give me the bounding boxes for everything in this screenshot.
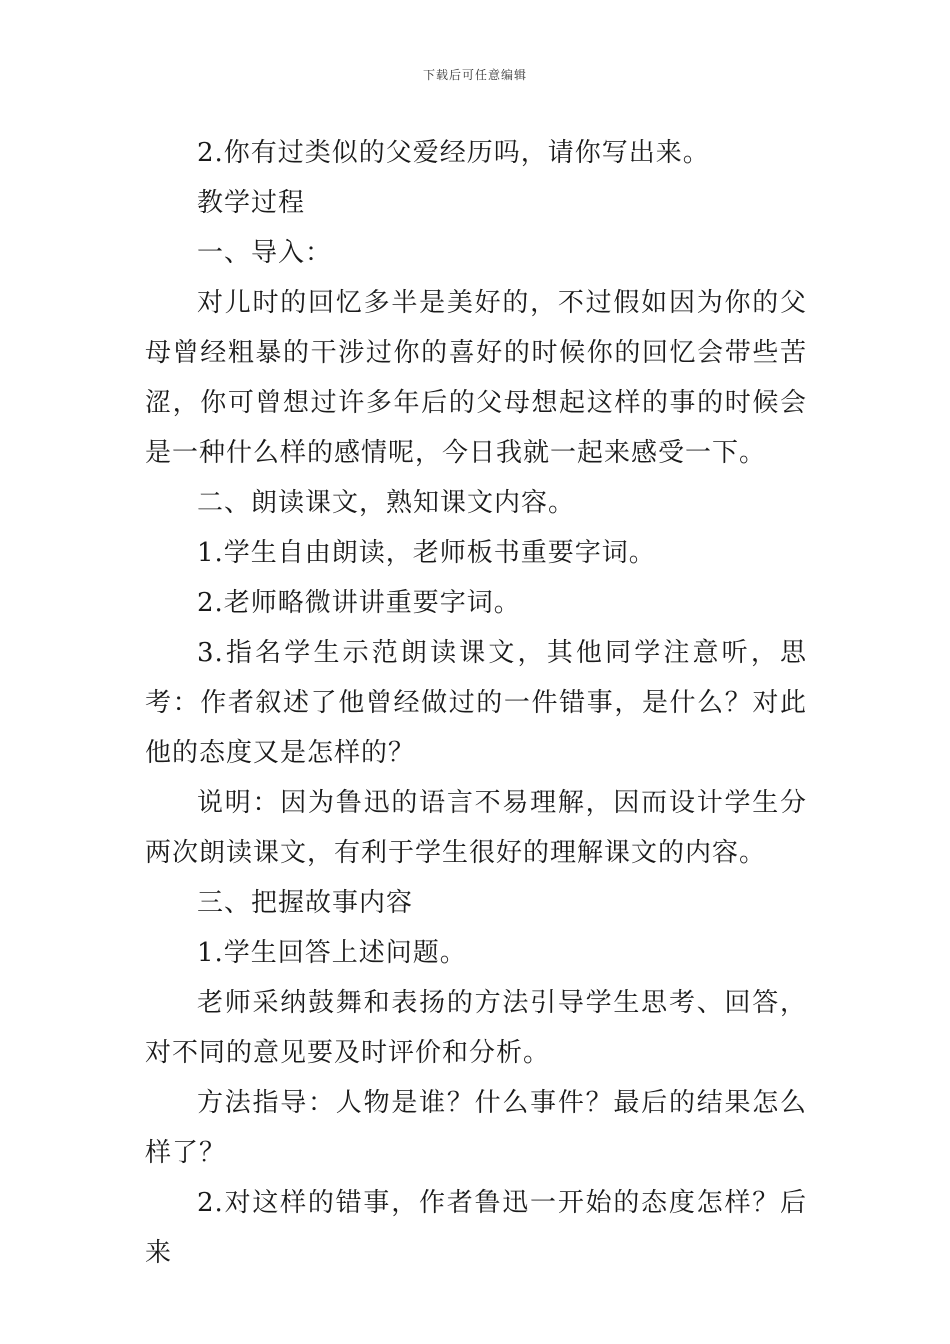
paragraph: 1.学生回答上述问题。 bbox=[197, 938, 467, 968]
section-heading: 二、朗读课文，熟知课文内容。 bbox=[197, 488, 576, 518]
section-heading: 一、导入： bbox=[197, 238, 333, 268]
paragraph: 2.老师略微讲讲重要字词。 bbox=[197, 588, 521, 618]
paragraph: 3.指名学生示范朗读课文，其他同学注意听，思考：作者叙述了他曾经做过的一件错事，是什么？对此他的态度又是怎样的？ bbox=[145, 638, 807, 768]
paragraph: 方法指导：人物是谁？什么事件？最后的结果怎么样了？ bbox=[145, 1088, 807, 1168]
section-heading: 三、把握故事内容 bbox=[197, 888, 414, 918]
paragraph: 2.你有过类似的父爱经历吗，请你写出来。 bbox=[197, 138, 710, 168]
document-body bbox=[145, 128, 807, 1278]
section-heading: 教学过程 bbox=[197, 188, 306, 218]
paragraph: 说明：因为鲁迅的语言不易理解，因而设计学生分两次朗读课文，有利于学生很好的理解课文的内容。 bbox=[145, 788, 807, 868]
paragraph: 对儿时的回忆多半是美好的，不过假如因为你的父母曾经粗暴的干涉过你的喜好的时候你的回忆会带些苦涩，你可曾想过许多年后的父母想起这样的事的时候会是一种什么样的感情呢，今日我就一起来感受一下。 bbox=[145, 288, 807, 468]
paragraph: 2.对这样的错事，作者鲁迅一开始的态度怎样？后来 bbox=[145, 1188, 807, 1268]
paragraph: 1.学生自由朗读，老师板书重要字词。 bbox=[197, 538, 656, 568]
header-note: 下载后可任意编辑 bbox=[422, 68, 527, 82]
paragraph: 老师采纳鼓舞和表扬的方法引导学生思考、回答，对不同的意见要及时评价和分析。 bbox=[145, 988, 807, 1068]
